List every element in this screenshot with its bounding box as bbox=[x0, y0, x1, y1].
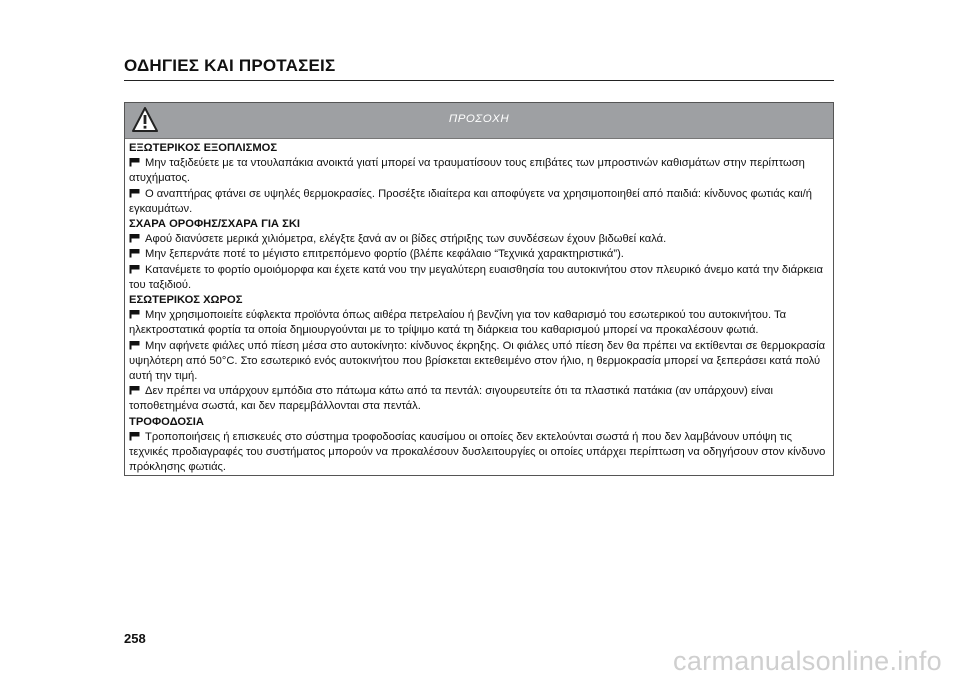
bullet-item bbox=[129, 263, 829, 293]
section-fuel-supply bbox=[129, 415, 829, 476]
bullet-item bbox=[129, 247, 829, 262]
section-heading: ΣΧΑΡΑ ΟΡΟΦΗΣ/ΣΧΑΡΑ ΓΙΑ ΣΚΙ bbox=[129, 218, 301, 231]
bullet-box-icon bbox=[129, 157, 140, 167]
bullet-text: Μην χρησιμοποιείτε εύφλεκτα προϊόντα όπως αιθέρα πετρελαίου ή βενζίνη για τον καθαρισμό του εσωτερικού του αυτοκινήτου. Τα ηλεκτροστατικά φορτία τα οποία δημιουργούνται με το τρίψιμο κατά τη διάρκεια του καθαρισμού μπορεί να προκαλέσουν φωτιά. bbox=[129, 309, 787, 337]
section-roof-rack bbox=[129, 217, 829, 293]
bullet-text: Δεν πρέπει να υπάρχουν εμπόδια στο πάτωμα κάτω από τα πεντάλ: σιγουρευτείτε ότι τα πλαστικά πατάκια (αν υπάρχουν) είναι τοποθετημένα σωστά, και δεν παρεμβάλλονται στα πεντάλ. bbox=[129, 385, 773, 413]
warning-banner bbox=[125, 103, 833, 139]
bullet-text: Μην ξεπερνάτε ποτέ το μέγιστο επιτρεπόμενο φορτίο (βλέπε κεφάλαιο “Τεχνικά χαρακτηριστικά”). bbox=[145, 248, 624, 261]
bullet-item bbox=[129, 430, 829, 476]
page-header bbox=[124, 56, 834, 81]
bullet-item bbox=[129, 232, 829, 247]
section-heading: ΕΞΩΤΕΡΙΚΟΣ ΕΞΟΠΛΙΣΜΟΣ bbox=[129, 142, 278, 154]
section-heading: ΕΣΩΤΕΡΙΚΟΣ ΧΩΡΟΣ bbox=[129, 294, 243, 307]
bullet-box-icon bbox=[129, 188, 140, 198]
bullet-box-icon bbox=[129, 431, 140, 441]
section-heading: ΤΡΟΦΟΔΟΣΙΑ bbox=[129, 415, 204, 428]
bullet-item bbox=[129, 156, 829, 186]
bullet-box-icon bbox=[129, 248, 140, 258]
bullet-text: Κατανέμετε το φορτίο ομοιόμορφα και έχετε κατά νου την μεγαλύτερη ευαισθησία του αυτοκινήτου στον πλευρικό άνεμο κατά την διάρκεια του ταξιδιού. bbox=[129, 263, 823, 291]
bullet-box-icon bbox=[129, 264, 140, 274]
page-number: 258 bbox=[124, 631, 146, 646]
section-interior bbox=[129, 293, 829, 415]
bullet-text: Μην ταξιδεύετε με τα ντουλαπάκια ανοικτά γιατί μπορεί να τραυματίσουν τους επιβάτες των μπροστινών καθισμάτων στην περίπτωση ατυχήματος. bbox=[129, 157, 805, 185]
bullet-item bbox=[129, 384, 829, 414]
page-title: ΟΔΗΓΙΕΣ ΚΑΙ ΠΡΟΤΑΣΕΙΣ bbox=[124, 56, 336, 75]
bullet-text: Αφού διανύσετε μερικά χιλιόμετρα, ελέγξτε ξανά αν οι βίδες στήριξης των συνδέσεων έχουν βιδωθεί καλά. bbox=[145, 233, 667, 246]
bullet-text: Τροποποιήσεις ή επισκευές στο σύστημα τροφοδοσίας καυσίμου οι οποίες δεν εκτελούνται σωστά ή που δεν λαμβάνουν υπόψη τις τεχνικές προδιαγραφές του συστήματος μπορούν να προκαλέσουν δυσλειτουργίες οι οποίες υπάρχει περίπτωση να οδηγήσουν στον κίνδυνο πρόκλησης φωτιάς. bbox=[129, 430, 826, 474]
section-exterior-equipment bbox=[129, 141, 829, 217]
bullet-text: Μην αφήνετε φιάλες υπό πίεση μέσα στο αυτοκίνητο: κίνδυνος έκρηξης. Οι φιάλες υπό πίεση δεν θα πρέπει να εκτίθενται σε θερμοκρασία υψηλότερη από 50°C. Στο εσωτερικό ενός αυτοκινήτου που βρίσκεται εκτεθειμένο στον ήλιο, η θερμοκρασία μπορεί να ξεπεράσει κατά πολύ αυτή την τιμή. bbox=[129, 339, 826, 383]
warning-title: ΠΡΟΣΟΧΗ bbox=[448, 113, 510, 125]
bullet-item bbox=[129, 339, 829, 385]
bullet-box-icon bbox=[129, 385, 140, 395]
bullet-text: Ο αναπτήρας φτάνει σε υψηλές θερμοκρασίες. Προσέξτε ιδιαίτερα και αποφύγετε να χρησιμοποιηθεί από παιδιά: κίνδυνος φωτιάς και/ή εγκαυμάτων. bbox=[129, 187, 812, 215]
bullet-item bbox=[129, 187, 829, 217]
watermark: carmanualsonline.info bbox=[673, 646, 942, 676]
warning-body bbox=[125, 139, 833, 475]
bullet-item bbox=[129, 308, 829, 338]
warning-box bbox=[124, 102, 834, 476]
bullet-box-icon bbox=[129, 233, 140, 243]
bullet-box-icon bbox=[129, 309, 140, 319]
bullet-box-icon bbox=[129, 340, 140, 350]
